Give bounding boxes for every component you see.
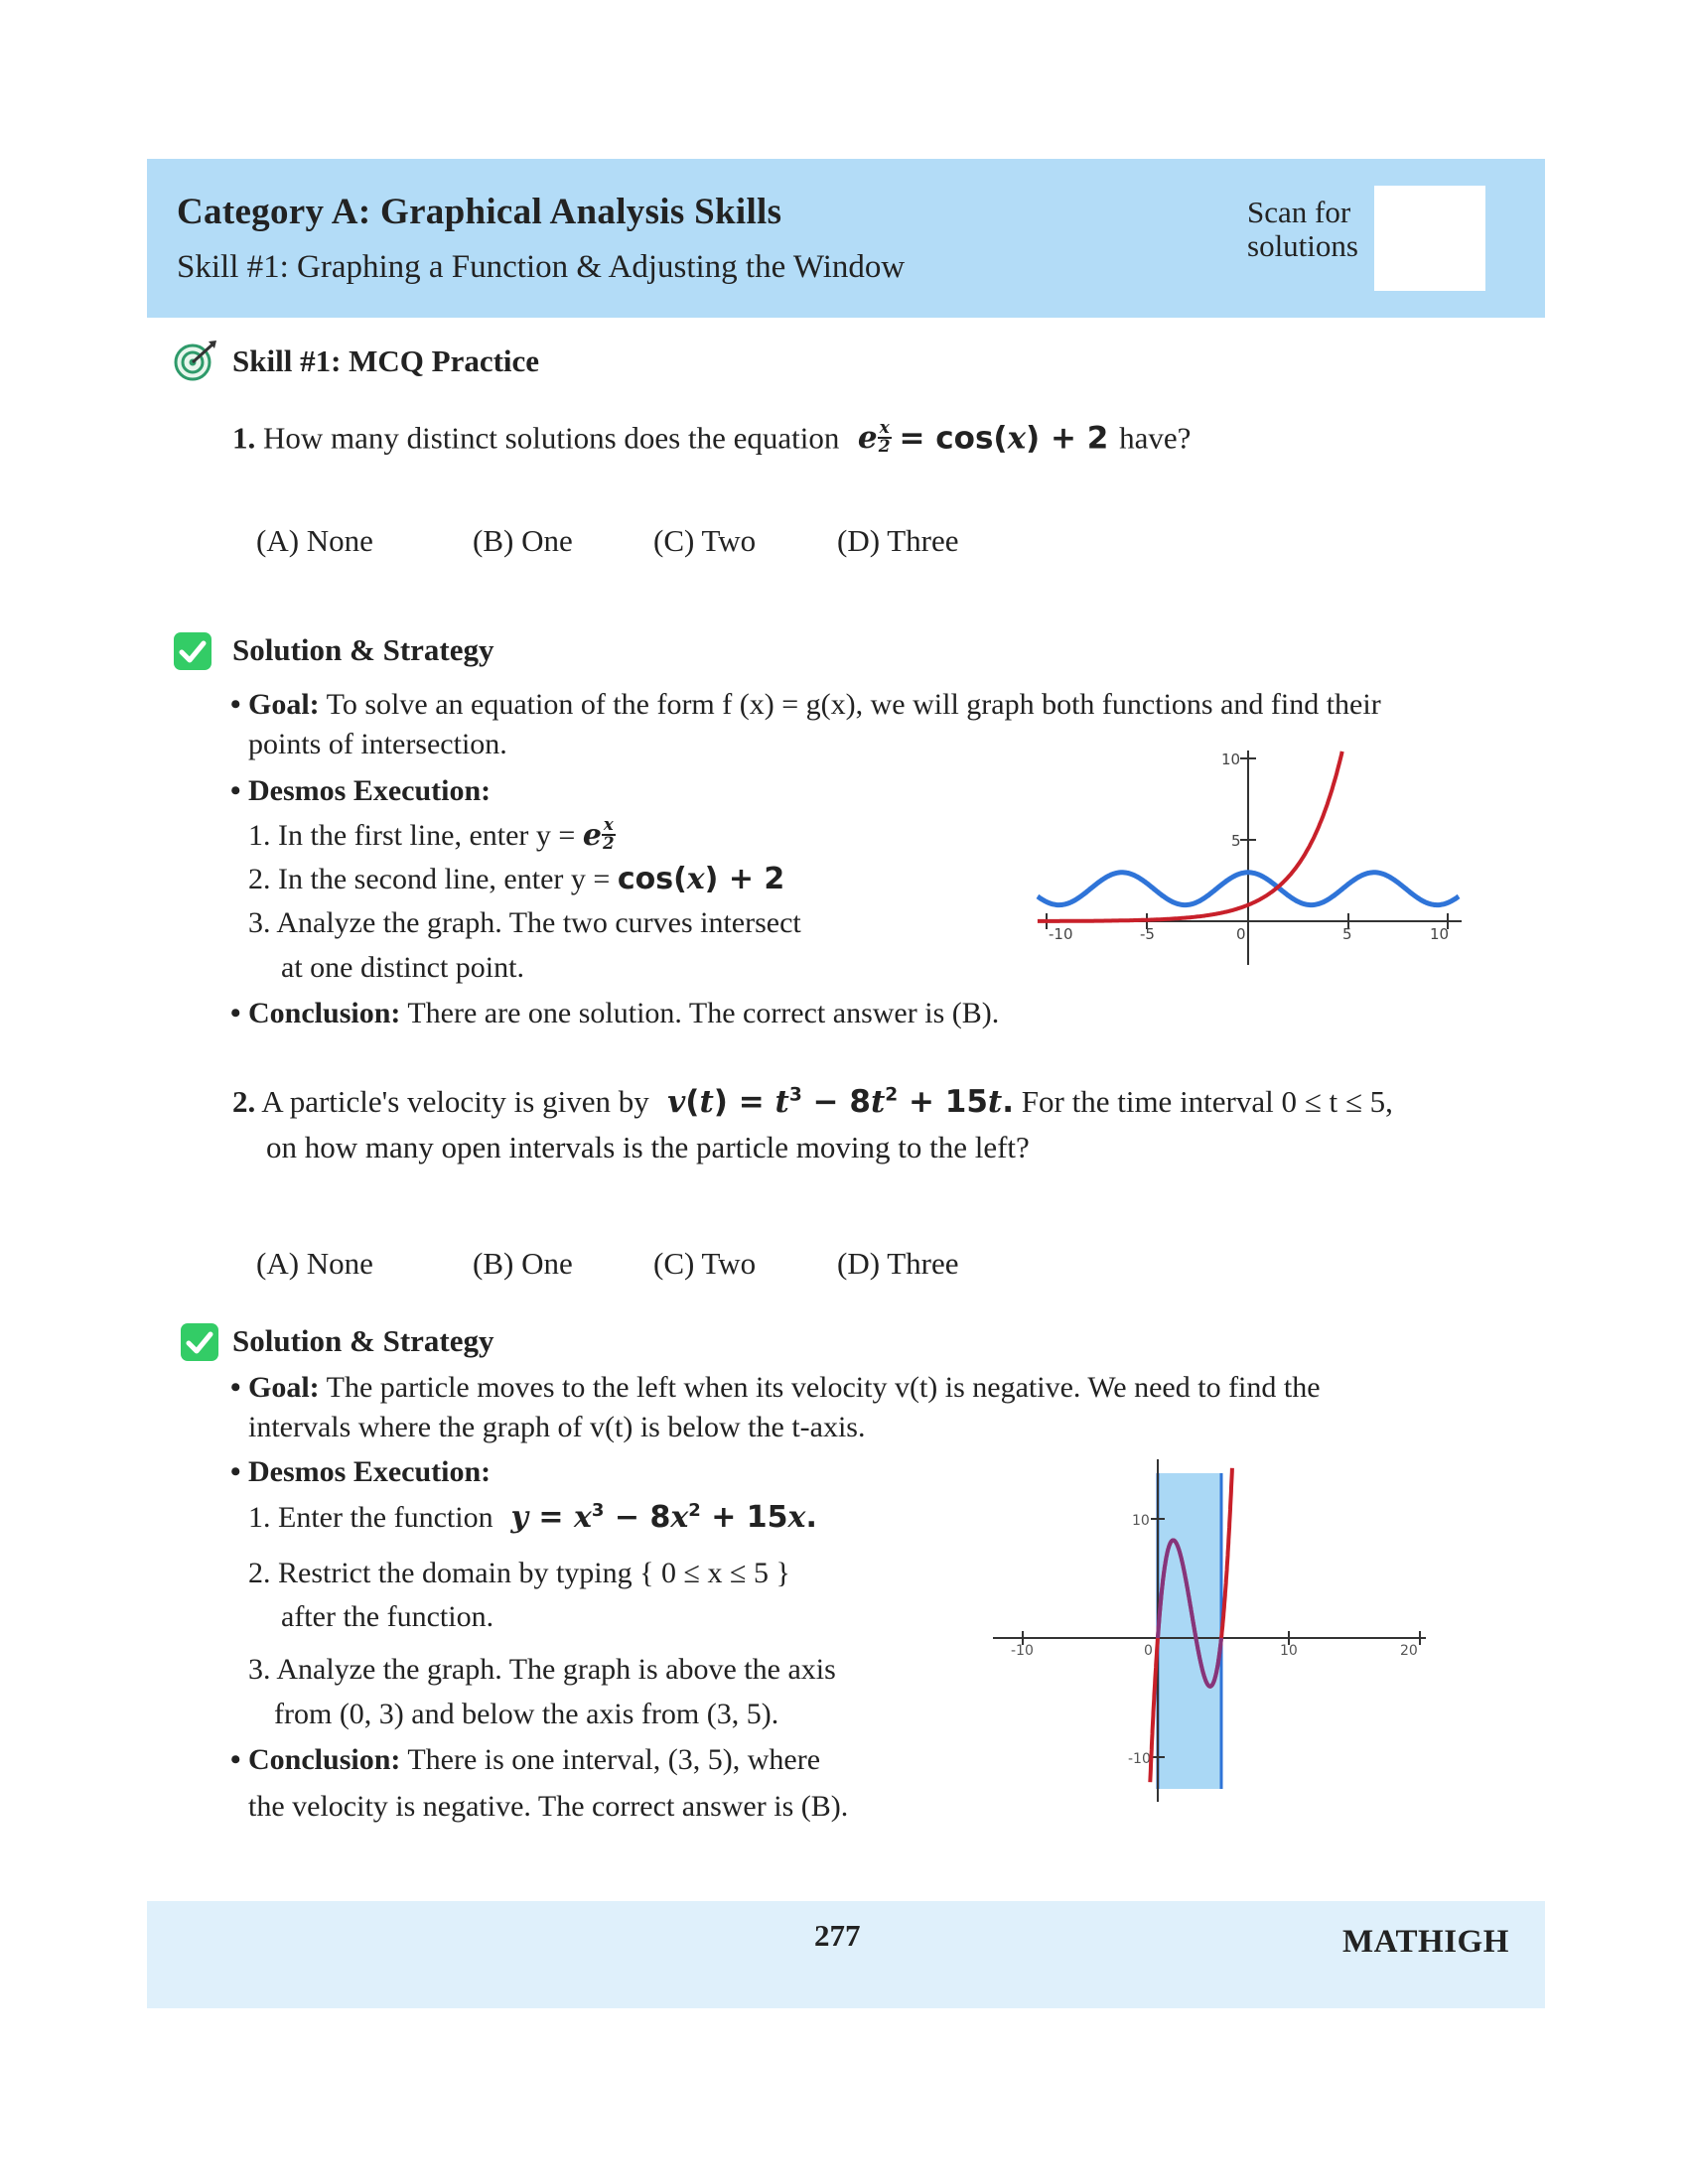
question-number: 2.	[232, 1084, 256, 1119]
target-icon	[173, 339, 218, 382]
shaded-domain	[1158, 1473, 1221, 1789]
sol2-goal: • Goal: The particle moves to the left when its velocity v(t) is negative. We need to find the	[230, 1371, 1321, 1404]
sol1-step-2: 2. In the second line, enter y = cos(x) + 2	[248, 862, 785, 896]
question-1-text: How many distinct solutions does the equation	[263, 420, 840, 456]
q2-choice-b[interactable]: (B) One	[473, 1246, 573, 1281]
y-tick-label: 5	[1231, 832, 1241, 850]
question-1: 1. How many distinct solutions does the equation e $\frac{x}{2}$ = cos(x) + 2 have?	[232, 418, 1192, 458]
q1-choice-c[interactable]: (C) Two	[653, 523, 757, 558]
x-tick-label: 0	[1144, 1643, 1153, 1659]
x-tick-label: 20	[1400, 1643, 1418, 1659]
q2-choice-c[interactable]: (C) Two	[653, 1246, 757, 1281]
category-title: Category A: Graphical Analysis Skills	[177, 192, 782, 232]
question-number: 1.	[232, 420, 256, 456]
sol2-step-1: 1. Enter the function $y = x^3 - 8x^2 + 15x$.	[248, 1500, 817, 1535]
sol1-step-1: 1. In the first line, enter y = e $\frac{x}{2}$	[248, 815, 615, 853]
skill-title: Skill #1: Graphing a Function & Adjusting the Window	[177, 249, 906, 285]
goal-label: • Goal:	[230, 688, 320, 721]
sol2-step-3: 3. Analyze the graph. The graph is above the axis	[248, 1653, 836, 1686]
question-2-line2: on how many open intervals is the particle moving to the left?	[266, 1130, 1030, 1164]
sol2-desmos-label: • Desmos Execution:	[230, 1455, 492, 1488]
graph-2	[983, 1459, 1440, 1807]
question-2-text: A particle's velocity is given by	[261, 1084, 649, 1119]
sol2-conclusion-line2: the velocity is negative. The correct answer is (B).	[248, 1790, 849, 1823]
solution-1-heading: Solution & Strategy	[232, 632, 494, 667]
sol2-goal-line2: intervals where the graph of v(t) is below the t-axis.	[248, 1411, 866, 1443]
sol1-step-3-line2: at one distinct point.	[281, 951, 524, 984]
sol2-step-2: 2. Restrict the domain by typing { 0 ≤ x ≤ 5 }	[248, 1557, 790, 1589]
x-tick-label: 0	[1236, 925, 1246, 943]
qr-code-placeholder	[1374, 186, 1485, 291]
x-tick-label: -10	[1049, 925, 1073, 943]
y-tick-label: 10	[1221, 751, 1241, 768]
sol1-conclusion: • Conclusion: There are one solution. The correct answer is (B).	[230, 997, 1000, 1029]
question-2-text-end: For the time interval 0 ≤ t ≤ 5,	[1021, 1084, 1393, 1119]
q1-choice-d[interactable]: (D) Three	[837, 523, 959, 558]
scan-label: Scan for solutions	[1247, 195, 1358, 263]
q1-choice-a[interactable]: (A) None	[256, 523, 373, 558]
q2-choice-a[interactable]: (A) None	[256, 1246, 373, 1281]
question-1-text-end: have?	[1119, 420, 1192, 456]
sol1-goal-line2: points of intersection.	[248, 728, 507, 760]
goal-text: To solve an equation of the form f (x) = g(x), we will graph both functions and find their	[326, 688, 1381, 721]
sol1-step-3: 3. Analyze the graph. The two curves intersect	[248, 906, 801, 939]
equation-1: e $\frac{x}{2}$	[847, 418, 891, 458]
sol1-goal	[230, 688, 1381, 722]
page-number: 277	[814, 1918, 861, 1953]
solution-2-heading: Solution & Strategy	[232, 1323, 494, 1358]
x-tick-label: -10	[1011, 1643, 1034, 1659]
sol1-desmos-label: • Desmos Execution:	[230, 774, 492, 807]
y-tick-label: -10	[1128, 1751, 1151, 1767]
equation-2: v	[656, 1084, 686, 1120]
practice-heading: Skill #1: MCQ Practice	[232, 343, 540, 378]
check-icon	[173, 631, 212, 671]
brand-logo-text: MATHIGH	[1342, 1924, 1509, 1960]
sol2-conclusion: • Conclusion: There is one interval, (3, 5), where	[230, 1743, 821, 1776]
x-tick-label: 10	[1430, 925, 1450, 943]
x-tick-label: 5	[1342, 925, 1352, 943]
x-tick-label: 10	[1280, 1643, 1298, 1659]
sol2-step-3-line2: from (0, 3) and below the axis from (3, 5).	[274, 1698, 779, 1730]
x-tick-label: -5	[1140, 925, 1155, 943]
check-icon	[180, 1322, 219, 1362]
q2-choice-d[interactable]: (D) Three	[837, 1246, 959, 1281]
graph-1	[1033, 735, 1470, 973]
y-tick-label: 10	[1132, 1513, 1150, 1529]
q1-choice-b[interactable]: (B) One	[473, 523, 573, 558]
sol2-step-2-line2: after the function.	[281, 1600, 494, 1633]
question-2: 2. A particle's velocity is given by $v(t) = t^3 - 8t^2 + 15t$. For the time interval 0 ≤ t ≤ 5,	[232, 1084, 1393, 1120]
